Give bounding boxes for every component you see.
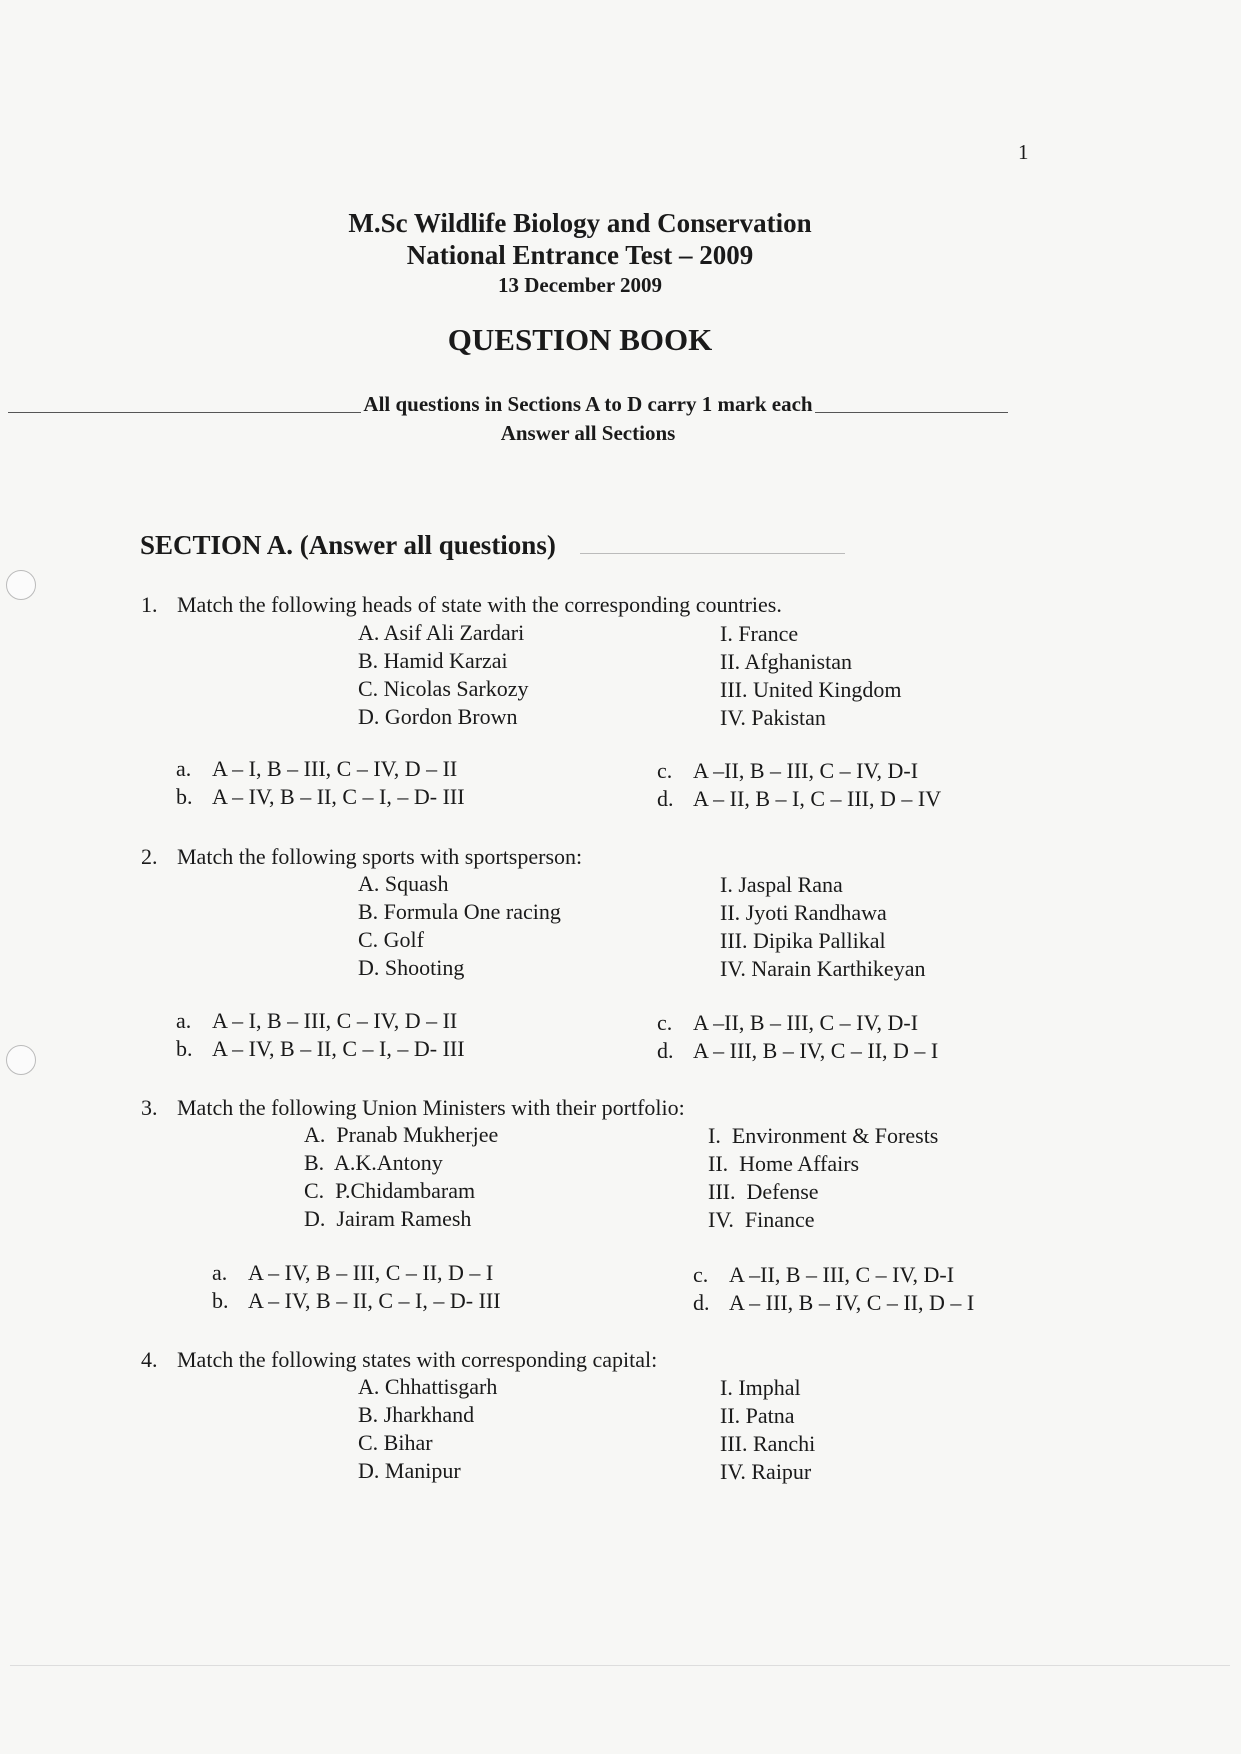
option-text: A – IV, B – II, C – I, – D- III [212, 784, 465, 809]
list-item: III. Defense [708, 1179, 819, 1204]
list-item: A. Asif Ali Zardari [358, 620, 525, 645]
list-item: A. Squash [358, 871, 449, 896]
marks-instruction-text: All questions in Sections A to D carry 1 mark each [363, 392, 813, 416]
list-item: IV. Narain Karthikeyan [720, 956, 926, 981]
list-item: B. Formula One racing [358, 899, 561, 924]
option-letter: b. [212, 1288, 229, 1313]
list-item: II. Patna [720, 1403, 795, 1428]
list-item: D. Shooting [358, 955, 465, 980]
scan-artifact-line [10, 1665, 1230, 1666]
question-2-stem [141, 843, 582, 871]
list-item: I. Jaspal Rana [720, 872, 843, 897]
list-item: I. France [720, 621, 799, 646]
q1-right-column [720, 620, 901, 732]
option-text: A –II, B – III, C – IV, D-I [729, 1262, 955, 1287]
q2-right-column [720, 871, 925, 983]
list-item: C. Bihar [358, 1430, 433, 1455]
list-item: D. Gordon Brown [358, 704, 518, 729]
list-item: II. Afghanistan [720, 649, 852, 674]
q3-option-d[interactable] [693, 1289, 974, 1317]
question-number: 2. [141, 844, 158, 869]
option-letter: c. [693, 1262, 709, 1287]
option-text: A – III, B – IV, C – II, D – I [729, 1290, 975, 1315]
exam-title-line1: M.Sc Wildlife Biology and Conservation [348, 208, 812, 238]
option-text: A – III, B – IV, C – II, D – I [693, 1038, 939, 1063]
list-item: C. Golf [358, 927, 424, 952]
option-text: A – I, B – III, C – IV, D – II [212, 1008, 458, 1033]
list-item: C. P.Chidambaram [304, 1178, 476, 1203]
section-a-title: SECTION A. (Answer all questions) [140, 530, 556, 560]
q3-left-column [304, 1121, 498, 1233]
list-item: A. Pranab Mukherjee [304, 1122, 499, 1147]
option-text: A – IV, B – II, C – I, – D- III [248, 1288, 501, 1313]
q1-option-d[interactable] [657, 785, 941, 813]
question-book-title: QUESTION BOOK [447, 322, 713, 357]
list-item: II. Jyoti Randhawa [720, 900, 887, 925]
q2-option-c[interactable] [657, 1009, 918, 1037]
q3-option-a[interactable] [212, 1259, 493, 1287]
list-item: I. Imphal [720, 1375, 801, 1400]
option-letter: a. [176, 1008, 192, 1033]
question-number: 4. [141, 1347, 158, 1372]
option-letter: a. [176, 756, 192, 781]
exam-title-line2: National Entrance Test – 2009 [406, 240, 754, 270]
option-text: A – IV, B – III, C – II, D – I [248, 1260, 494, 1285]
q2-option-d[interactable] [657, 1037, 938, 1065]
punch-hole [6, 570, 36, 600]
q4-left-column [358, 1373, 497, 1485]
q2-left-column [358, 870, 561, 982]
question-text: Match the following states with corresponding capital: [177, 1347, 658, 1372]
list-item: III. United Kingdom [720, 677, 902, 702]
question-1-stem [141, 591, 782, 619]
q3-option-b[interactable] [212, 1287, 501, 1315]
question-number: 3. [141, 1095, 158, 1120]
option-text: A –II, B – III, C – IV, D-I [693, 758, 919, 783]
list-item: I. Environment & Forests [708, 1123, 939, 1148]
list-item: A. Chhattisgarh [358, 1374, 498, 1399]
option-letter: b. [176, 784, 193, 809]
option-letter: a. [212, 1260, 228, 1285]
option-letter: d. [693, 1290, 710, 1315]
q4-right-column [720, 1374, 815, 1486]
option-text: A –II, B – III, C – IV, D-I [693, 1010, 919, 1035]
q1-left-column [358, 619, 528, 731]
q1-option-b[interactable] [176, 783, 465, 811]
option-text: A – IV, B – II, C – I, – D- III [212, 1036, 465, 1061]
q3-option-c[interactable] [693, 1261, 954, 1289]
question-text: Match the following heads of state with the corresponding countries. [177, 592, 782, 617]
question-number: 1. [141, 592, 158, 617]
question-text: Match the following sports with sportsperson: [177, 844, 583, 869]
option-text: A – I, B – III, C – IV, D – II [212, 756, 458, 781]
list-item: D. Jairam Ramesh [304, 1206, 472, 1231]
marks-instruction [0, 392, 1176, 417]
option-letter: c. [657, 758, 673, 783]
list-item: B. A.K.Antony [304, 1150, 443, 1175]
list-item: IV. Pakistan [720, 705, 826, 730]
q1-option-c[interactable] [657, 757, 918, 785]
answer-all-instruction: Answer all Sections [500, 421, 676, 445]
page-number: 1 [1018, 140, 1029, 164]
q2-option-b[interactable] [176, 1035, 465, 1063]
q2-option-a[interactable] [176, 1007, 457, 1035]
list-item: III. Dipika Pallikal [720, 928, 886, 953]
list-item: B. Hamid Karzai [358, 648, 508, 673]
list-item: IV. Finance [708, 1207, 815, 1232]
option-letter: b. [176, 1036, 193, 1061]
list-item: IV. Raipur [720, 1459, 812, 1484]
list-item: C. Nicolas Sarkozy [358, 676, 529, 701]
list-item: D. Manipur [358, 1458, 461, 1483]
list-item: B. Jharkhand [358, 1402, 475, 1427]
question-4-stem [141, 1346, 657, 1374]
exam-date: 13 December 2009 [497, 273, 663, 297]
list-item: III. Ranchi [720, 1431, 816, 1456]
option-letter: d. [657, 786, 674, 811]
punch-hole [6, 1045, 36, 1075]
option-letter: d. [657, 1038, 674, 1063]
q3-right-column [708, 1122, 938, 1234]
list-item: II. Home Affairs [708, 1151, 860, 1176]
q1-option-a[interactable] [176, 755, 457, 783]
option-letter: c. [657, 1010, 673, 1035]
question-3-stem [141, 1094, 685, 1122]
question-text: Match the following Union Ministers with their portfolio: [177, 1095, 685, 1120]
section-divider [580, 553, 845, 554]
option-text: A – II, B – I, C – III, D – IV [693, 786, 942, 811]
